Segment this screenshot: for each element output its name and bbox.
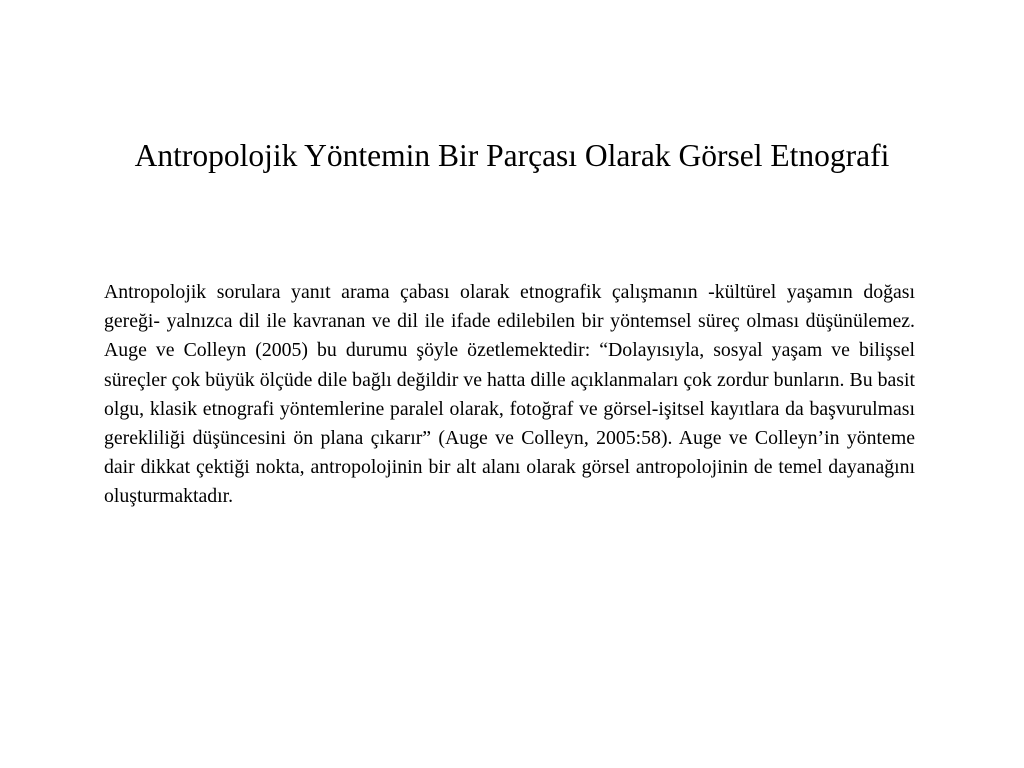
slide-body-paragraph: Antropolojik sorulara yanıt arama çabası olarak etnografik çalışmanın -kültürel yaşamın doğası gereği- yalnızca dil ile kavranan ve dil ile ifade edilebilen bir yöntemsel süreç olması düşünülemez. Auge ve Colleyn (2005) bu durumu şöyle özetlemektedir: “Dolayısıyla, sosyal yaşam ve bilişsel süreçler çok büyük ölçüde dile bağlı değildir ve hatta dille açıklanmaları çok zordur bunların. Bu basit olgu, klasik etnografi yöntemlerine paralel olarak, fotoğraf ve görsel-işitsel kayıtlara da başvurulması gerekliliği düşüncesini ön plana çıkarır” (Auge ve Colleyn, 2005:58). Auge ve Colleyn’in yönteme dair dikkat çektiği nokta, antropolojinin bir alt alanı olarak görsel antropolojinin de temel dayanağını oluşturmaktadır.: [104, 281, 915, 508]
slide-title: Antropolojik Yöntemin Bir Parçası Olarak Görsel Etnografi: [134, 138, 890, 173]
